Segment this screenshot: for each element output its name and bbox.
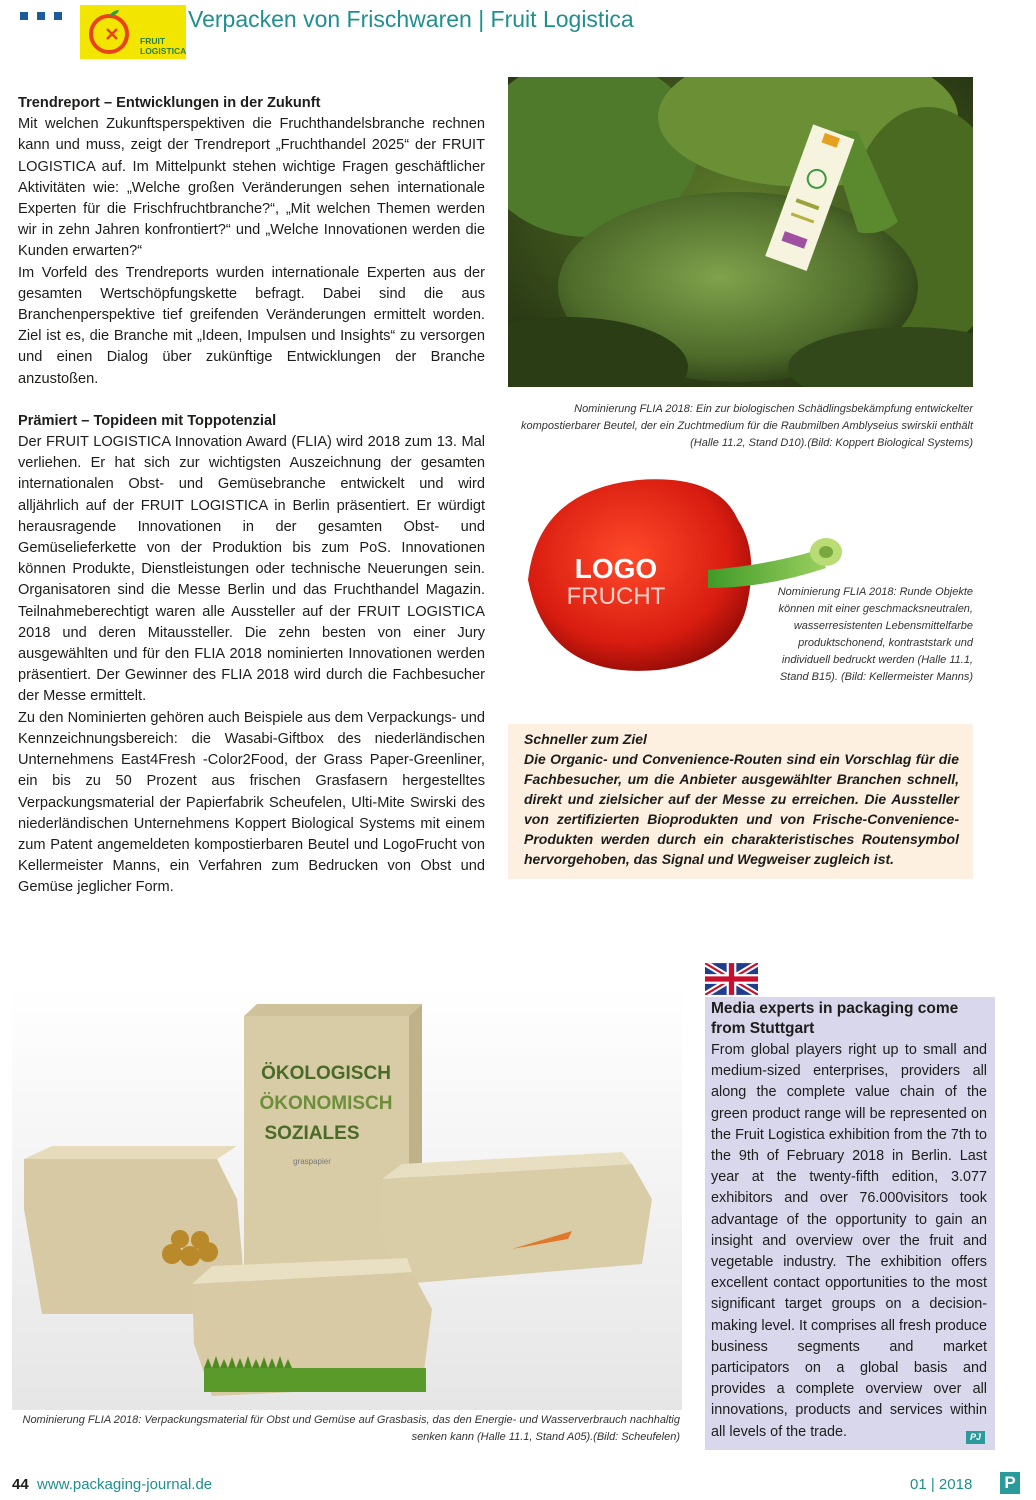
trays-caption: Nominierung FLIA 2018: Verpackungsmaterial für Obst und Gemüse auf Grasbasis, das den Energie- und Wasserverbrauch nachhaltig senken kann (Halle 11.1, Stand A05).(Bild: Scheufelen) — [22, 1414, 680, 1443]
section2-paragraph2: Zu den Nominierten gehören auch Beispiele aus dem Verpackungs- und Kennzeichnungsbereich: die Wasabi-Giftbox des niederländischen Unternehmens East4Fresh -Color2Food, der Grass Paper-Greenliner, ein bis zu 50 Prozent aus frischen Grasfasern hergestelltes Verpackungsmaterial der Papierfabrik Scheufelen, Ulti-Mite Swirski des niederländischen Unternehmens Koppert Biological Systems mit einem zum Patent angemeldeten kompostierbaren Beutel und LogoFrucht von Kellermeister Manns, ein Verfahren zum Bedrucken von Obst und Gemüse jeglicher Form. — [18, 709, 485, 896]
header-squares — [20, 12, 62, 20]
footer-url[interactable]: www.packaging-journal.de — [37, 1476, 213, 1493]
info-box-text: Die Organic- und Convenience-Routen sind ein Vorschlag für die Fachbesucher, um die Anbieter ausgewählter Branchen schnell, direkt und zielsicher auf der Messe zu erreichen. Die Aussteller von zertifizierten Bioprodukten und von Frische-Convenience-Produkten werden durch ein charakteristisches Routensymbol hervorgehoben, das Signal und Wegweiser zugleich ist. — [524, 751, 959, 867]
uk-flag-icon — [705, 963, 758, 995]
melon-photo — [508, 77, 973, 387]
melon-caption: Nominierung FLIA 2018: Ein zur biologischen Schädlingsbekämpfung entwickelter kompostierbarer Beutel, der ein Zuchtmedium für die Raubmilben Amblyseius swirskii enthält (Halle 11.2, Stand D10).(Bild: Koppert Biological Systems) — [520, 403, 973, 449]
footer-left — [12, 1476, 212, 1493]
footer-issue: 01 | 2018 — [910, 1476, 973, 1493]
english-summary-box — [705, 997, 995, 1450]
pepper-print-frucht: FRUCHT — [566, 583, 666, 610]
page-number: 44 — [12, 1476, 29, 1493]
pepper-caption: Nominierung FLIA 2018: Runde Objekte können mit einer geschmacksneutralen, wasserresistenten Lebensmittelfarbe produktschonend, kontraststark und individuell bedruckt werden (Halle 11.1, Stand B15). (Bild: Kellermeister Manns) — [777, 586, 973, 683]
box-print-line1: ÖKOLOGISCH — [261, 1063, 391, 1084]
section2-heading: Prämiert – Topideen mit Toppotenzial — [18, 412, 277, 429]
left-column — [18, 93, 485, 899]
info-box-title: Schneller zum Ziel — [524, 731, 647, 747]
box-print-line3: SOZIALES — [264, 1123, 360, 1144]
section1-heading: Trendreport – Entwicklungen in der Zukunft — [18, 95, 321, 111]
publication-badge: P — [1000, 1472, 1020, 1494]
box-print-brand: graspapier — [293, 1157, 331, 1166]
section1-paragraph1: Mit welchen Zukunftsperspektiven die Fruchthandelsbranche rechnen kann und muss, zeigt der Trendreport „Fruchthandel 2025“ der FRUIT LOGISTICA auf. Im Mittelpunkt stehen wichtige Fragen geschäftlicher Aktivitäten wie: „Welche großen Veränderungen sehen internationale Experten für die Frischfruchtbranche?“, „Mit welchen Themen werden wir in zehn Jahren konfrontiert?“ und „Welche Innovationen werden die Kunden erwarten?“ — [18, 116, 485, 260]
logo-ring-icon — [83, 7, 139, 57]
pj-badge: PJ — [966, 1431, 985, 1444]
box-print-line2: ÖKONOMISCH — [259, 1093, 393, 1114]
fruit-logistica-logo: FRUIT LOGISTICA — [80, 5, 186, 59]
grass-paper-trays-photo — [12, 984, 682, 1410]
page-title: Verpacken von Frischwaren | Fruit Logistica — [188, 6, 634, 32]
english-summary-text: From global players right up to small and medium-sized enterprises, providers all along the complete value chain of the green product range will be represented on the Fruit Logistica exhibition from the 7th to the 9th of February 2018 in Berlin. Last year at the twenty-fifth edition, 3.077 exhibitors and over 76.000visitors took advantage of the opportunity to gain an insight and overview over the fruit and vegetable industry. The exhibition offers excellent contact opportunities to the most significant target groups on a decision-making level. It comprises all fresh produce business segments and market participators on a global basis and provides a complete overview over all innovations, products and services within all levels of the trade. — [711, 1042, 987, 1440]
english-summary-title: Media experts in packaging come from Stuttgart — [711, 1000, 959, 1037]
info-box — [508, 724, 973, 879]
section2-paragraph1: Der FRUIT LOGISTICA Innovation Award (FLIA) wird 2018 zum 13. Mal verliehen. Er hat sich zur wichtigsten Auszeichnung der gesamten internationalen Obst- und Gemüsebranche entwickelt und wird alljährlich auf der FRUIT LOGISTICA in Berlin präsentiert. Er würdigt herausragende Innovationen in der gesamten Obst- und Gemüselieferkette von der Produktion bis zum PoS. Innovationen können Produkte, Dienstleistungen oder technische Neuerungen sein. Organisatoren sind die Messe Berlin und das Fruchthandel Magazin. Teilnahmeberechtigt waren alle Aussteller auf der FRUIT LOGISTICA 2018 und deren Mitaussteller. Die zehn besten von einer Jury ausgewählten und für den FLIA 2018 nominierten Innovationen werden präsentiert. Der Gewinner des FLIA 2018 wird durch die Fachbesucher der Messe ermittelt. — [18, 434, 485, 705]
pepper-print-logo: LOGO — [574, 553, 658, 584]
section1-paragraph2: Im Vorfeld des Trendreports wurden internationale Experten aus der gesamten Wertschöpfungskette befragt. Dabei sind die aus Branchenperspektive tief greifenden Veränderungen ermittelt worden. Ziel ist es, die Branche mit „Ideen, Impulsen und Insights“ zu versorgen und einen Dialog über zukünftige Entwicklungen der Branche anzustoßen. — [18, 264, 485, 387]
